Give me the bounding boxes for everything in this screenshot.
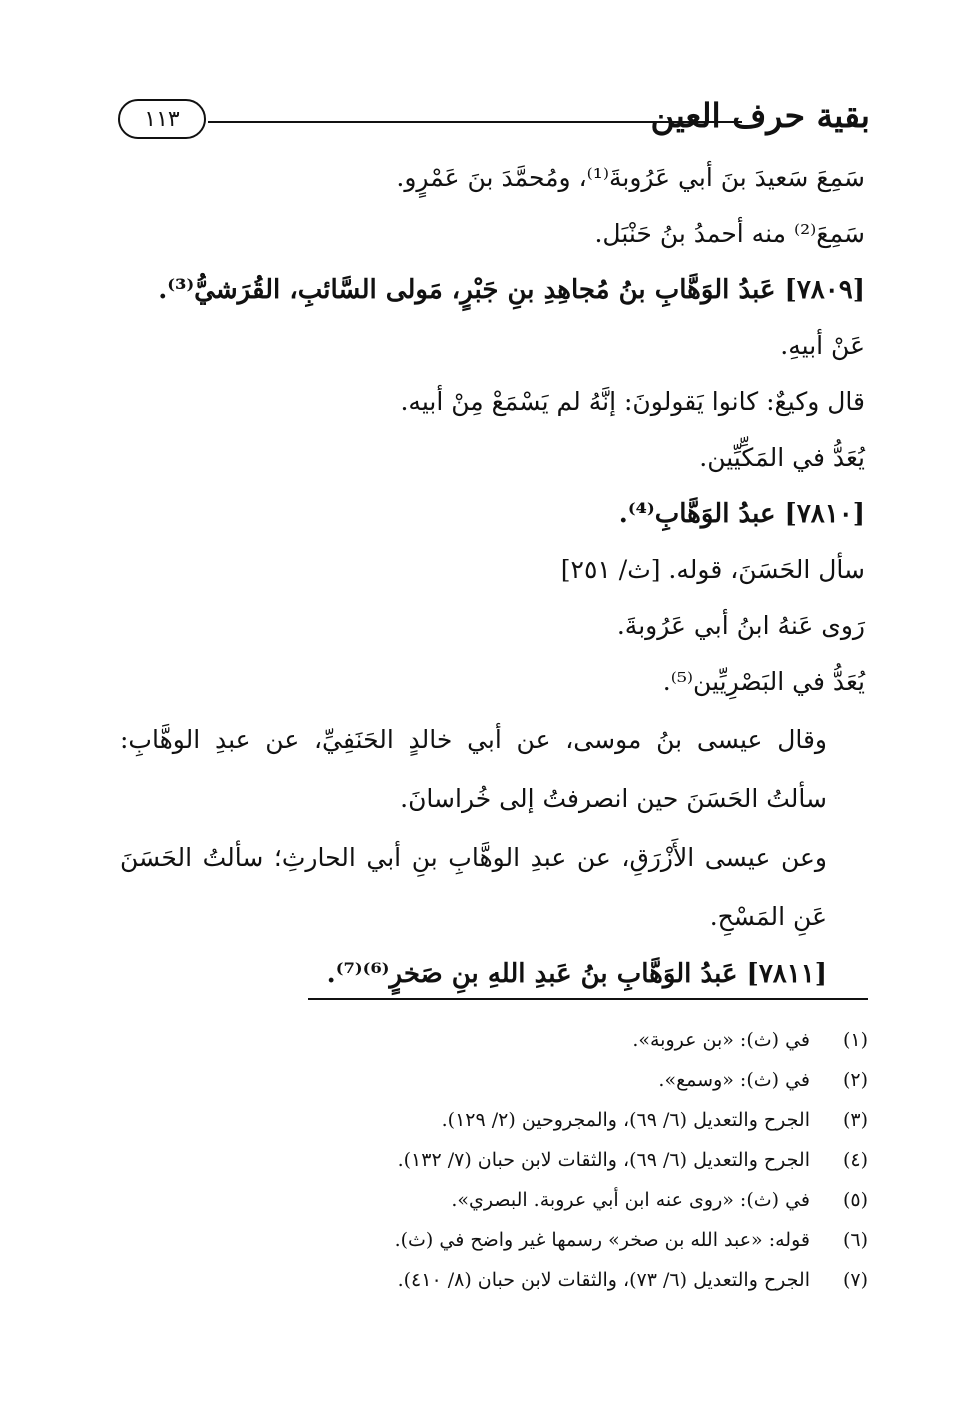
text-line: سأل الحَسَنَ، قوله. [ث/ ٢٥١]	[560, 555, 865, 584]
footnote	[120, 1140, 868, 1180]
header-rule	[208, 121, 742, 123]
footnote-number: (٣)	[842, 1109, 868, 1131]
text-line: قال وكيعٌ: كانوا يَقولونَ: إنَّهُ لم يَسْمَعْ مِنْ أبيه.	[400, 387, 865, 416]
text-line: سَمِعَ⁽²⁾ منه أحمدُ بنُ حَنْبَل.	[594, 219, 865, 248]
footnotes	[120, 1020, 868, 1300]
text-line: عَنْ أبيهِ.	[780, 331, 865, 360]
footnote	[120, 1180, 868, 1220]
entry-heading: [٧٨١٠] عبدُ الوَهَّابِ⁽⁴⁾.	[618, 499, 865, 529]
footnote-text: الجرح والتعديل (٦/ ٦٩)، والمجروحين (٢/ ١٢٩).	[441, 1109, 810, 1131]
entry-heading: [٧٨١١] عَبدُ الوَهَّابِ بنُ عَبدِ اللهِ بنِ صَخرٍ⁽⁶⁾⁽⁷⁾.	[326, 959, 827, 989]
footnote	[120, 1220, 868, 1260]
footnote	[120, 1260, 868, 1300]
footnote-separator	[308, 998, 868, 1000]
footnote-text: قوله: «عبد الله بن صخر» رسمها غير واضح في (ث).	[394, 1229, 810, 1251]
footnote-text: الجرح والتعديل (٦/ ٦٩)، والثقات لابن حبان (٧/ ١٣٢).	[397, 1149, 810, 1171]
footnote-text: في (ث): «بن عروبة».	[632, 1029, 810, 1051]
main-text	[120, 150, 865, 1002]
footnote-text: الجرح والتعديل (٦/ ٧٣)، والثقات لابن حبان (٨/ ٤١٠).	[397, 1269, 810, 1291]
footnote-number: (٥)	[842, 1189, 868, 1211]
footnote-text: في (ث): «روى عنه ابن أبي عروبة. البصري».	[451, 1189, 810, 1211]
footnote-number: (٤)	[842, 1149, 868, 1171]
footnote	[120, 1100, 868, 1140]
text-paragraph: وقال عيسى بنُ موسى، عن أبي خالدٍ الحَنَفِيِّ، عن عبدِ الوهَّابِ: سألتُ الحَسَنَ حين انصرفتُ إلى خُراسانَ.	[120, 725, 827, 813]
text-paragraph: وعن عيسى الأَزْرَقِ، عن عبدِ الوهَّابِ بنِ أبي الحارثِ؛ سألتُ الحَسَنَ عَنِ المَسْحِ.	[120, 843, 827, 931]
footnote-text: في (ث): «وسمع».	[658, 1069, 810, 1091]
footnote-number: (٦)	[842, 1229, 868, 1251]
footnote	[120, 1020, 868, 1060]
footnote-number: (١)	[842, 1029, 868, 1051]
page-number: ١١٣	[118, 99, 206, 139]
footnote	[120, 1060, 868, 1100]
section-title: بقية حرف العين	[650, 96, 870, 135]
text-line: رَوى عَنهُ ابنُ أبي عَرُوبةَ.	[616, 611, 865, 640]
footnote-number: (٢)	[842, 1069, 868, 1091]
entry-heading: [٧٨٠٩] عَبدُ الوَهَّابِ بنُ مُجاهِدِ بنِ جَبْرٍ، مَولى السَّائبِ، القُرَشيُّ⁽³⁾.	[158, 275, 865, 305]
footnote-number: (٧)	[842, 1269, 868, 1291]
text-line: سَمِعَ سَعيدَ بنَ أبي عَرُوبةَ⁽¹⁾، ومُحمَّدَ بنَ عَمْرٍو.	[396, 163, 865, 192]
text-line: يُعَدُّ في المَكِّيِّين.	[699, 443, 865, 472]
text-line: يُعَدُّ في البَصْرِيِّين⁽⁵⁾.	[662, 667, 865, 696]
page-header	[108, 96, 870, 144]
